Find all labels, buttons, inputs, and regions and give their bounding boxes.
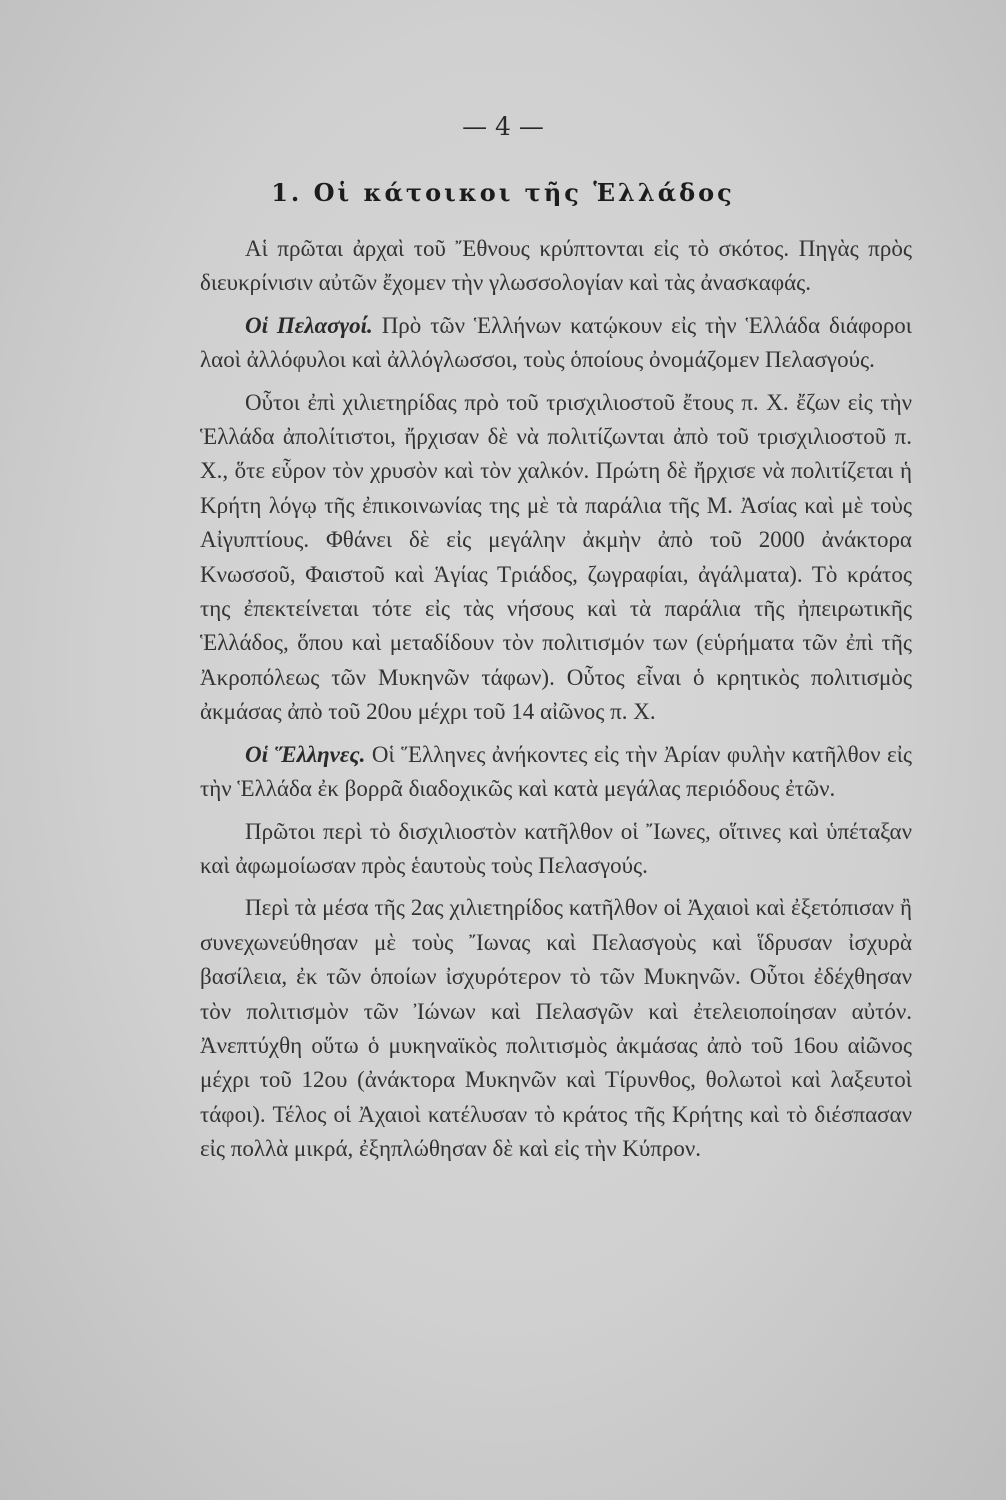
page-number: — 4 — bbox=[462, 112, 544, 141]
section-title: 1. Οἱ κάτοικοι τῆς Ἑλλάδος bbox=[271, 178, 735, 207]
paragraph-text: Πρὸ τῶν Ἑλλήνων κατῴκουν εἰς τὴν Ἑλλάδα διάφοροι λαοὶ ἀλλόφυλοι καὶ ἀλλόγλωσσοι, τοὺς ὁποίους ὀνομάζομεν Πελασγούς. bbox=[200, 312, 912, 373]
paragraph-text: Οὗτοι ἐπὶ χιλιετηρίδας πρὸ τοῦ τρισχιλιοστοῦ ἔτους π. Χ. ἔζων εἰς τὴν Ἑλλάδα ἀπολίτιστοι, ἤρχισαν δὲ νὰ πολιτίζωνται ἀπὸ τοῦ τρισχιλιοστοῦ π. Χ., ὅτε εὗρον τὸν χρυσὸν καὶ τὸν χαλκόν. Πρώτη δὲ ἤρχισε νὰ πολιτίζεται ἡ Κρήτη λόγῳ τῆς ἐπικοινωνίας της μὲ τὰ παράλια τῆς Μ. Ἀσίας καὶ μὲ τοὺς Αἰγυπτίους. Φθάνει δὲ εἰς μεγάλην ἀκμὴν ἀπὸ τοῦ 2000 ἀνάκτορα Κνωσσοῦ, Φαιστοῦ καὶ Ἁγίας Τριάδος, ζωγραφίαι, ἀγάλματα). Τὸ κράτος της ἐπεκτείνεται τότε εἰς τὰς νήσους καὶ τὰ παράλια τῆς ἠπειρωτικῆς Ἑλλάδος, ὅπου καὶ μεταδίδουν τὸν πολιτισμόν των (εὑρήματα τῶν ἐπὶ τῆς Ἀκροπόλεως τῶν Μυκηνῶν τάφων). Οὗτος εἶναι ὁ κρητικὸς πολιτισμὸς ἀκμάσας ἀπὸ τοῦ 20ου μέχρι τοῦ 14 αἰῶνος π. Χ. bbox=[200, 389, 912, 725]
paragraph-text: Περὶ τὰ μέσα τῆς 2ας χιλιετηρίδος κατῆλθον οἱ Ἀχαιοὶ καὶ ἐξετόπισαν ἢ συνεχωνεύθησαν μὲ τοὺς Ἴωνας καὶ Πελασγοὺς καὶ ἵδρυσαν ἰσχυρὰ βασίλεια, ἐκ τῶν ὁποίων ἰσχυρότερον τὸ τῶν Μυκηνῶν. Οὗτοι ἐδέχθησαν τὸν πολιτισμὸν τῶν Ἰώνων καὶ Πελασγῶν καὶ ἐτελειοποίησαν αὐτόν. Ἀνεπτύχθη οὕτω ὁ μυκηναϊκὸς πολιτισμὸς ἀκμάσας ἀπὸ τοῦ 16ου αἰῶνος μέχρι τοῦ 12ου (ἀνάκτορα Μυκηνῶν καὶ Τίρυνθος, θολωτοὶ καὶ λαξευτοὶ τάφοι). Τέλος οἱ Ἀχαιοὶ κατέλυσαν τὸ κράτος τῆς Κρήτης καὶ τὸ διέσπασαν εἰς πολλὰ μικρά, ἐξηπλώθησαν δὲ καὶ εἰς τὴν Κύπρον. bbox=[200, 895, 912, 1162]
paragraph bbox=[200, 386, 912, 730]
paragraph-text: Πρῶτοι περὶ τὸ δισχιλιοστὸν κατῆλθον οἱ Ἴωνες, οἵτινες καὶ ὑπέταξαν καὶ ἀφωμοίωσαν πρὸς ἑαυτοὺς τοὺς Πελασγούς. bbox=[200, 818, 912, 878]
paragraph-text: Οἱ Ἕλληνες ἀνήκοντες εἰς τὴν Ἀρίαν φυλὴν κατῆλθον εἰς τὴν Ἑλλάδα ἐκ βορρᾶ διαδοχικῶς καὶ κατὰ μεγάλας περιόδους ἐτῶν. bbox=[200, 741, 913, 802]
paragraph bbox=[200, 891, 912, 1166]
paragraph bbox=[200, 309, 912, 378]
paragraph-text: Αἱ πρῶται ἀρχαὶ τοῦ Ἔθνους κρύπτονται εἰς τὸ σκότος. Πηγὰς πρὸς διευκρίνισιν αὐτῶν ἔχομεν τὴν γλωσσολογίαν καὶ τὰς ἀνασκαφάς. bbox=[200, 236, 912, 296]
paragraph bbox=[200, 815, 912, 884]
paragraph bbox=[200, 738, 912, 807]
paragraph-lead: Οἱ Ἕλληνες. bbox=[245, 741, 366, 767]
paragraph bbox=[200, 232, 912, 301]
paragraph-lead: Οἱ Πελασγοί. bbox=[245, 312, 373, 338]
body-text bbox=[200, 232, 912, 1175]
